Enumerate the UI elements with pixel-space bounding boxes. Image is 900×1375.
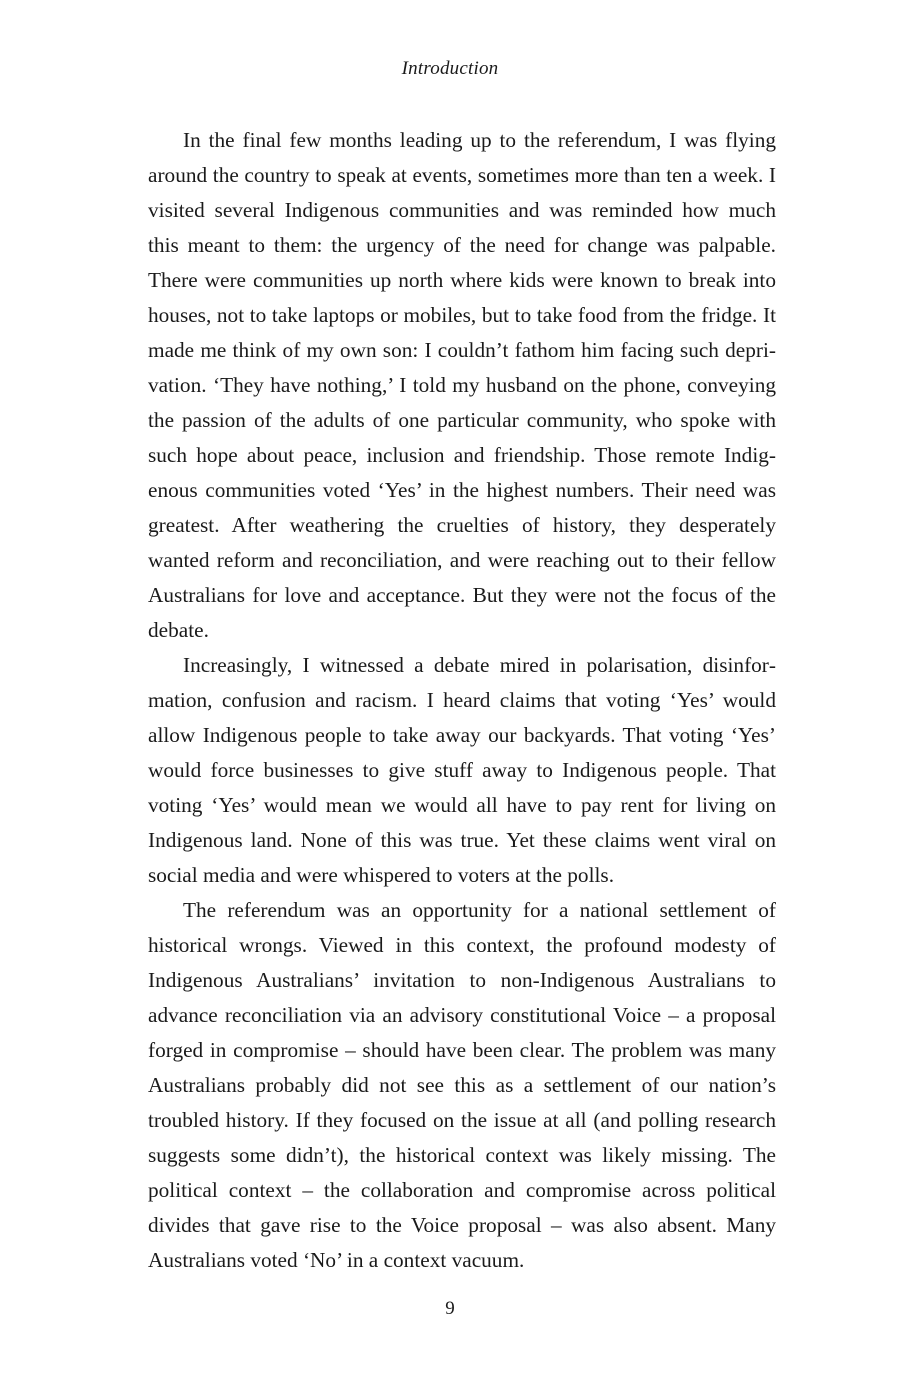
page-number: 9 [445, 1298, 455, 1319]
running-head-title: Introduction [401, 58, 499, 79]
paragraph-3: The referendum was an opportunity for a national settlement of historical wrongs. Viewed in this context, the profound modesty of Indigenous Australians’ invitation to non-Indigenous Australians to advance reconciliation via an advisory constitutional Voice – a proposal forged in compromise – should have been clear. The problem was many Australians probably did not see this as a settlement of our nation’s troubled history. If they focused on the issue at all (and polling research suggests some didn’t), the historical context was likely missing. The political context – the collaboration and compromise across political divides that gave rise to the Voice proposal – was also absent. Many Australians voted ‘No’ in a context vacuum. [148, 898, 776, 1272]
paragraph-2: Increasingly, I witnessed a debate mired in polarisation, disinformation, confusion and racism. I heard claims that voting ‘Yes’ would allow Indigenous people to take away our backyards. That voting ‘Yes’ would force businesses to give stuff away to Indigenous people. That voting ‘Yes’ would mean we would all have to pay rent for living on Indigenous land. None of this was true. Yet these claims went viral on social media and were whispered to voters at the polls. [148, 653, 776, 887]
paragraph-1: In the final few months leading up to the referendum, I was flying around the country to speak at events, sometimes more than ten a week. I visited several Indigenous communities and was reminded how much this meant to them: the urgency of the need for change was palpable. There were communities up north where kids were known to break into houses, not to take laptops or mobiles, but to take food from the fridge. It made me think of my own son: I couldn’t fathom him facing such deprivation. ‘They have nothing,’ I told my husband on the phone, conveying the passion of the adults of one particular community, who spoke with such hope about peace, inclusion and friendship. Those remote Indigenous communities voted ‘Yes’ in the highest numbers. Their need was greatest. After weathering the cruelties of history, they desperately wanted reform and reconciliation, and were reaching out to their fellow Australians for love and acceptance. But they were not the focus of the debate. [148, 128, 776, 642]
body-text [148, 123, 776, 1278]
